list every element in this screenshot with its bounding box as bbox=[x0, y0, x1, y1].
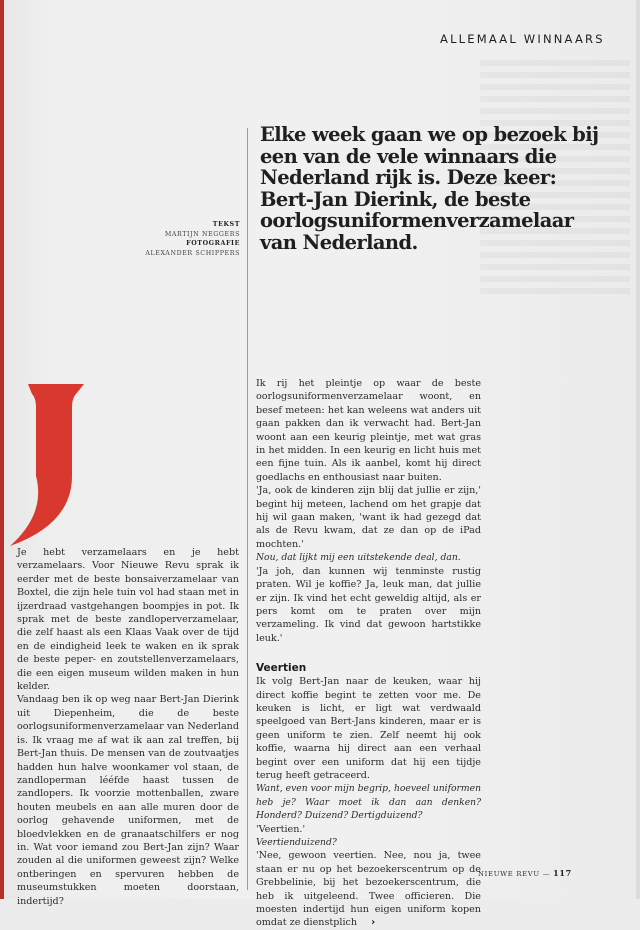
dropcap-letter-shape bbox=[10, 384, 84, 546]
interviewer-question-2: Want, even voor mijn begrip, hoeveel uniformen heb je? Waar moet ik dan aan denken? Honderd? Duizend? Dertigduizend? bbox=[256, 783, 481, 822]
footer-separator: — bbox=[542, 870, 551, 878]
credit-photo-name: ALEXANDER SCHIPPERS bbox=[145, 249, 240, 257]
right-paragraph-6 bbox=[256, 849, 481, 929]
left-paragraph-2: Vandaag ben ik op weg naar Bert-Jan Dierink uit Diepenheim, die de beste oorlogsuniformenverzamelaar van Nederland is. Ik vraag me af wat ik aan zal treffen, bij Bert-Jan thuis. De mensen van de zoutvaatjes hadden hun halve woonkamer vol staan, de zandloperman lééfde haast tussen de zandlopers. Ik voorzie mottenballen, zware houten meubels en aan alle muren door de oorlog gehavende uniformen, met de bloedvlekken en de granaatschilfers er nog in. Wat voor iemand zou Bert-Jan zijn? Waar zouden al die uniformen geweest zijn? Welke ontberingen en spervuren hebben de museumstukken moeten doorstaan, indertijd? bbox=[17, 694, 239, 907]
subheading-veertien: Veertien bbox=[256, 662, 307, 675]
credits-block bbox=[140, 220, 240, 258]
continue-arrow-icon: › bbox=[371, 917, 376, 929]
right-column bbox=[256, 377, 481, 930]
section-label: ALLEMAAL WINNAARS bbox=[440, 32, 605, 46]
page-edge-red bbox=[0, 0, 4, 899]
right-paragraph-4: Ik volg Bert-Jan naar de keuken, waar hij direct koffie begint te zetten voor me. De keuken is licht, er ligt wat verdwaald speelgoed van Bert-Jans kinderen, maar er is geen uniform te zien. Zelf neemt hij ook koffie, waarna hij direct aan een verhaal begint over een uniform dat hij een tijdje terug heeft getraceerd. bbox=[256, 676, 481, 781]
interviewer-question-3: Veertienduizend? bbox=[256, 837, 337, 848]
right-paragraph-5: 'Veertien.' bbox=[256, 823, 306, 835]
left-column bbox=[17, 546, 239, 908]
credit-text-role: TEKST bbox=[212, 221, 240, 228]
column-divider bbox=[247, 128, 248, 890]
right-paragraph-6-text: 'Nee, gewoon veertien. Nee, nou ja, twee staan er nu op het bezoekerscentrum op de Grebbelinie, bij het bezoekerscentrum, die heb ik uitgeleend. Twee officieren. Die moesten indertijd hun eigen uniform kopen omdat ze dienstplich bbox=[256, 850, 481, 929]
interviewer-question-1: Nou, dat lijkt mij een uitstekende deal, dan. bbox=[256, 552, 461, 564]
page-footer bbox=[478, 868, 572, 878]
credit-text-name: MARTIJN NEGGERS bbox=[164, 230, 240, 238]
footer-publication: NIEUWE REVU bbox=[478, 870, 540, 878]
article-intro: Elke week gaan we op bezoek bij een van de vele winnaars die Nederland rijk is. Deze keer: Bert-Jan Dierink, de beste oorlogsuniformenverzamelaar van Nederland. bbox=[260, 123, 599, 254]
right-paragraph-3: 'Ja joh, dan kunnen wij tenminste rustig praten. Wil je koffie? Ja, leuk man, dat jullie er zijn. Ik vind het echt geweldig altijd, als er pers komt om te praten over mijn verzameling. Ik vind dat gewoon hartstikke leuk.' bbox=[256, 565, 481, 644]
page-edge-right bbox=[636, 0, 640, 899]
page-number: 117 bbox=[553, 868, 572, 878]
credit-photo-role: FOTOGRAFIE bbox=[186, 240, 240, 247]
right-paragraph-2: 'Ja, ook de kinderen zijn blij dat jullie er zijn,' begint hij meteen, lachend om het grapje dat hij wil gaan maken, 'want ik had gezegd dat als de Revu kwam, dat ze dan op de iPad mochten.' bbox=[256, 485, 481, 550]
dropcap-j bbox=[6, 384, 86, 546]
right-paragraph-1: Ik rij het pleintje op waar de beste oorlogsuniformenverzamelaar woont, en besef meteen: het kan weleens wat anders uit gaan pakken dan ik verwacht had. Bert-Jan woont aan een keurig pleintje, met wat gras in het midden. In een keurig en licht huis met een fijne tuin. Als ik aanbel, komt hij direct goedlachs en enthousiast naar buiten. bbox=[256, 378, 481, 483]
left-paragraph-1: Je hebt verzamelaars en je hebt verzamelaars. Voor Nieuwe Revu sprak ik eerder met de beste bonsaiverzamelaar van Boxtel, die zijn hele tuin vol had staan met in ijzerdraad vastgehangen boompjes in pot. Ik sprak met de beste zandloperverzamelaar, die zelf haast als een Klaas Vaak over de tijd en de eindigheid leek te waken en ik sprak de beste peper- en zoutstellenverzamelaars, die een eigen museum wilden maken in hun kelder. bbox=[17, 547, 239, 693]
